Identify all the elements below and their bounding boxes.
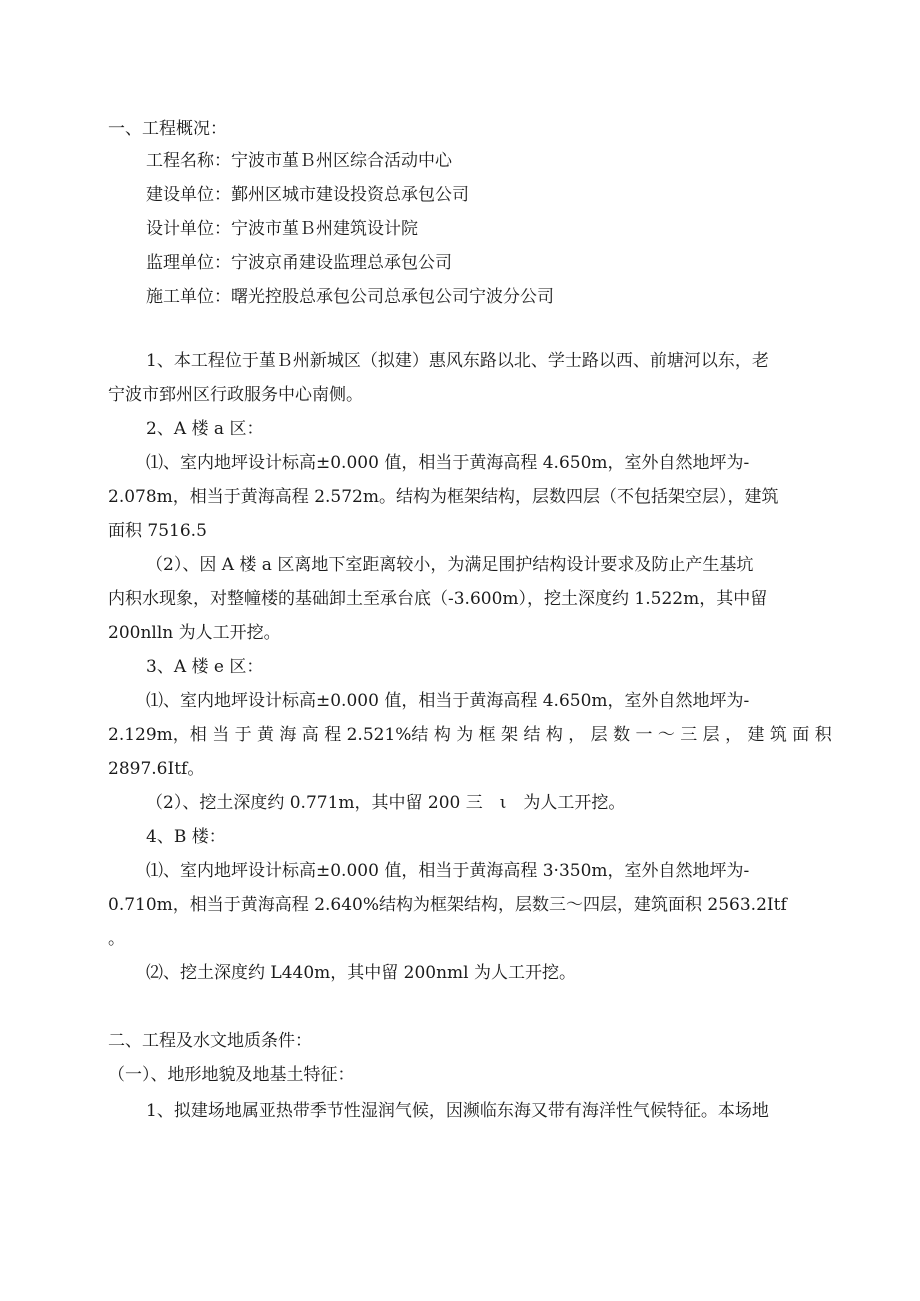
design-unit: 设计单位：宁波市堇Ｂ州建筑设计院 [146, 219, 418, 239]
b-item1-line1: ⑴、室内地坪设计标高±0.000 值，相当于黄海高程 3·350m，室外自然地坪为- [146, 861, 750, 881]
paragraph-location-line1: 1、本工程位于堇Ｂ州新城区（拟建）惠风东路以北、学士路以西、前塘河以东，老 [146, 351, 769, 371]
a-a-item2-line1: （2）、因 A 楼 a 区离地下室距离较小，为满足围护结构设计要求及防止产生基坑 [146, 555, 754, 575]
section-heading-geology: 二、工程及水文地质条件： [108, 1031, 312, 1051]
subheading-terrain: （一）、地形地貌及地基土特征： [108, 1065, 355, 1085]
project-name: 工程名称：宁波市堇Ｂ州区综合活动中心 [146, 151, 452, 171]
section-heading: 一、工程概况： [108, 119, 227, 139]
a-a-item1-line1: ⑴、室内地坪设计标高±0.000 值，相当于黄海高程 4.650m，室外自然地坪为- [146, 453, 750, 473]
paragraph-climate: 1、拟建场地属亚热带季节性湿润气候，因濒临东海又带有海洋性气候特征。本场地 [146, 1101, 769, 1121]
b-item1-line3: 。 [108, 929, 125, 949]
construction-unit: 施工单位：曙光控股总承包公司总承包公司宁波分公司 [146, 287, 554, 307]
a-e-item1-line3: 2897.6Itf。 [108, 759, 205, 779]
a-e-item1-line2: 2.129m，相 当 于 黄 海 高 程 2.521%结 构 为 框 架 结 构 ， 层 数 一 ～ 三 层 ， 建 筑 面 积 [108, 725, 832, 745]
subheading-a-building-a: 2、A 楼 a 区： [146, 419, 264, 439]
a-a-item1-line3: 面积 7516.5 [108, 521, 207, 541]
a-a-item2-line3: 200nlln 为人工开挖。 [108, 623, 281, 643]
b-item1-line2: 0.710m，相当于黄海高程 2.640%结构为框架结构，层数三～四层，建筑面积 2563.2Itf [108, 895, 787, 915]
a-e-item1-line1: ⑴、室内地坪设计标高±0.000 值，相当于黄海高程 4.650m，室外自然地坪为- [146, 691, 750, 711]
a-a-item1-line2: 2.078m，相当于黄海高程 2.572m。结构为框架结构，层数四层（不包括架空层），建筑 [108, 487, 779, 507]
a-e-item2: （2）、挖土深度约 0.771m，其中留 200 三 ι 为人工开挖。 [146, 793, 626, 813]
builder-unit: 建设单位：鄞州区城市建设投资总承包公司 [146, 185, 469, 205]
paragraph-location-line2: 宁波市郅州区行政服务中心南侧。 [108, 385, 363, 405]
b-item2: ⑵、挖土深度约 L440m，其中留 200nml 为人工开挖。 [146, 963, 577, 983]
subheading-b-building: 4、B 楼： [146, 827, 226, 847]
a-a-item2-line2: 内积水现象，对整幢楼的基础卸土至承台底（-3.600m），挖土深度约 1.522m，其中留 [108, 589, 768, 609]
subheading-a-building-e: 3、A 楼 e 区： [146, 657, 264, 677]
supervision-unit: 监理单位：宁波京甬建设监理总承包公司 [146, 253, 452, 273]
